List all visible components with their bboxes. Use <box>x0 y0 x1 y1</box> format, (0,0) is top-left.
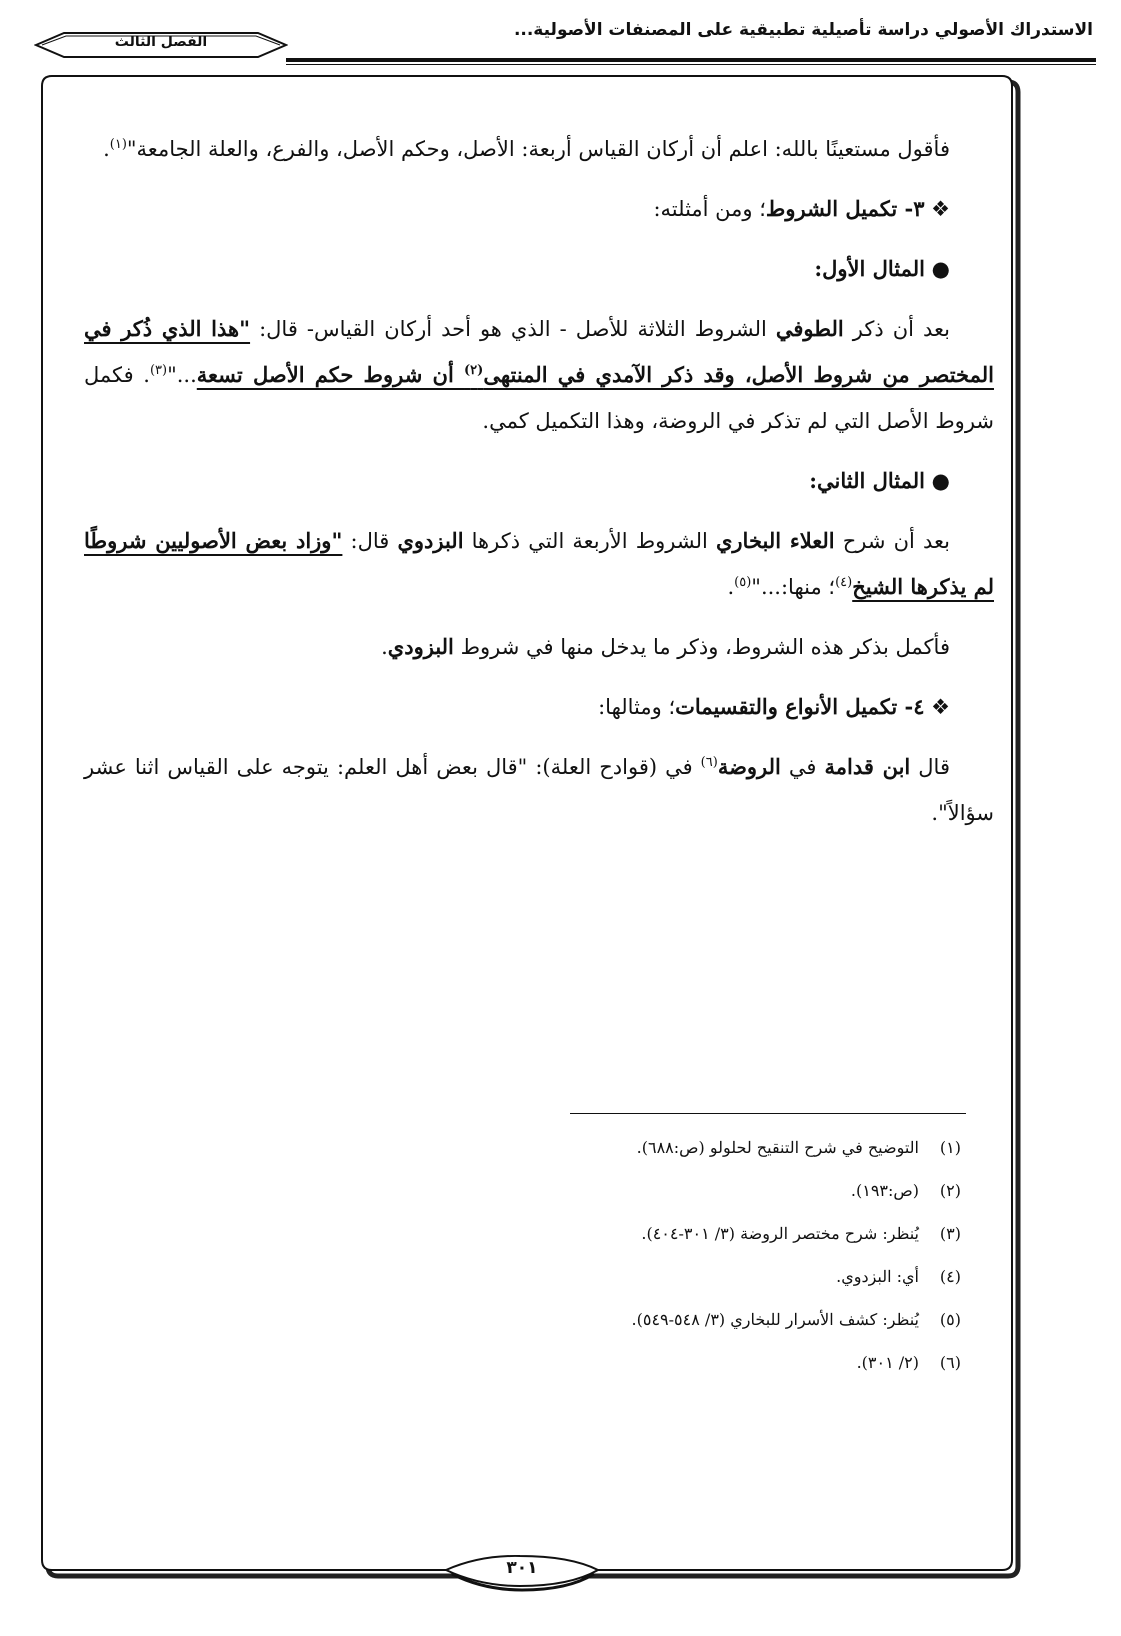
footnote-item: (٥)يُنظر: كشف الأسرار للبخاري (٣/ ٥٤٨-٥٤٩). <box>631 1310 961 1329</box>
footnote-ref-6[interactable]: (٦) <box>700 755 718 770</box>
footnote-ref-1[interactable]: (١) <box>109 137 127 152</box>
heading-3: ❖ ٣- تكميل الشروط؛ ومن أمثلته: <box>653 196 950 221</box>
main-text <box>84 126 994 836</box>
footnote-item: (٢)(ص:١٩٣). <box>850 1181 961 1200</box>
example-2-heading: ● المثال الثاني: <box>809 468 950 493</box>
footnote-separator <box>570 1113 966 1114</box>
footnote-item: (٤)أي: البزدوي. <box>836 1267 961 1286</box>
diamond-bullet-icon: ❖ <box>931 197 950 221</box>
paragraph-2: بعد أن ذكر الطوفي الشروط الثلاثة للأصل - الذي هو أحد أركان القياس- قال: "هذا الذي ذُكر في المختصر من شروط الأصل، وقد ذكر الآمدي في المنتهى$^{(٢)}$ أن شروط حكم الأصل تسعة..."$^{(٣)}$. فكمل شروط الأصل التي لم تذكر في الروضة، وهذا التكميل كمي. <box>84 316 994 433</box>
chapter-label: الفصل الثالث <box>114 34 208 50</box>
paragraph-4: فأكمل بذكر هذه الشروط، وذكر ما يدخل منها في شروط البزودي. <box>381 634 950 659</box>
circle-bullet-icon: ● <box>931 469 950 493</box>
circle-bullet-icon: ● <box>931 257 950 281</box>
footnote-ref-2[interactable]: (٢) <box>464 363 484 378</box>
footnote-item: (٦)(٢/ ٣٠١). <box>856 1353 961 1372</box>
example-1-heading: ● المثال الأول: <box>814 256 950 281</box>
paragraph-3: بعد أن شرح العلاء البخاري الشروط الأربعة التي ذكرها البزدوي قال: "وزاد بعض الأصوليين شروطًا لم يذكرها الشيخ$^{(٤)}$؛ منها:..."$^{(٥)}$. <box>84 528 994 599</box>
footnote-item: (١)التوضيح في شرح التنقيح لحلولو (ص:٦٨٨). <box>636 1138 961 1157</box>
page-number: ٣٠١ <box>506 1558 538 1578</box>
paragraph-5: قال ابن قدامة في الروضة$^{(٦)}$ في (قوادح العلة): "قال بعض أهل العلم: يتوجه على القياس اثنا عشر سؤالاً". <box>84 754 994 825</box>
footnote-ref-4[interactable]: (٤) <box>835 575 853 590</box>
diamond-bullet-icon: ❖ <box>931 695 950 719</box>
footnotes <box>141 1126 961 1384</box>
paragraph-1: فأقول مستعينًا بالله: اعلم أن أركان القياس أربعة: الأصل، وحكم الأصل، والفرع، والعلة الجامعة"$^{(١)}$. <box>103 137 950 161</box>
running-header-title: الاستدراك الأصولي دراسة تأصيلية تطبيقية على المصنفات الأصولية... <box>513 20 1093 40</box>
footnote-ref-3[interactable]: (٣) <box>149 363 168 378</box>
footnote-item: (٣)يُنظر: شرح مختصر الروضة (٣/ ٣٠١-٤٠٤). <box>641 1224 961 1243</box>
heading-4: ❖ ٤- تكميل الأنواع والتقسيمات؛ ومثالها: <box>598 694 950 719</box>
footnote-ref-5[interactable]: (٥) <box>734 575 752 590</box>
